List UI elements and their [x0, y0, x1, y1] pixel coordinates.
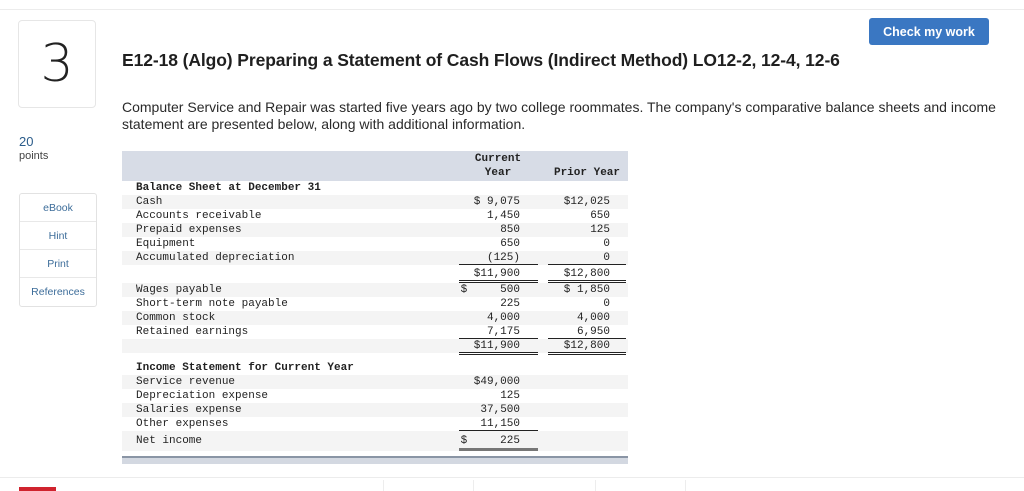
- hint-button[interactable]: Hint: [20, 222, 96, 250]
- table-row: Accumulated depreciation (125) 0: [122, 251, 628, 265]
- assets-total-row: $11,900 $12,800: [122, 265, 628, 283]
- top-divider: [0, 9, 1024, 10]
- side-tools-panel: [19, 193, 97, 307]
- print-button[interactable]: Print: [20, 250, 96, 278]
- table-row: Depreciation expense 125: [136, 390, 520, 402]
- ebook-button[interactable]: eBook: [20, 194, 96, 222]
- question-number: 3: [18, 20, 96, 108]
- table-row: Short-term note payable 225 0: [136, 298, 610, 310]
- table-row: Equipment 650 0: [136, 238, 610, 250]
- balance-sheet-heading-row: [122, 181, 628, 195]
- table-row: Other expenses 11,150: [122, 417, 628, 431]
- bottom-nav-indicator[interactable]: [19, 487, 56, 491]
- check-my-work-button[interactable]: Check my work: [869, 18, 989, 45]
- table-row: Service revenue $49,000: [122, 375, 628, 389]
- table-row: Accounts receivable 1,450 650: [136, 210, 610, 222]
- table-row: Salaries expense 37,500: [122, 403, 628, 417]
- table-footer-bar: [122, 456, 628, 464]
- income-statement-heading: Income Statement for Current Year: [136, 362, 354, 374]
- table-row: Common stock 4,000 4,000: [122, 311, 628, 325]
- points-label: points: [19, 150, 49, 162]
- liabilities-total-row: $11,900 $12,800: [122, 339, 628, 353]
- net-income-underline: [459, 448, 538, 451]
- table-header: [122, 151, 628, 181]
- points-value: 20: [19, 134, 34, 149]
- points-indicator: [19, 134, 48, 164]
- balance-sheet-heading: Balance Sheet at December 31: [136, 182, 321, 194]
- question-title: E12-18 (Algo) Preparing a Statement of Cash Flows (Indirect Method) LO12-2, 12-4, 12-6: [122, 50, 840, 70]
- col-header-current: Current Year: [474, 153, 522, 179]
- table-row: Wages payable $ 500 $ 1,850: [122, 283, 628, 297]
- bottom-divider: [0, 477, 1024, 478]
- references-button[interactable]: References: [31, 286, 85, 298]
- table-row: Retained earnings 7,175 6,950: [122, 325, 628, 339]
- table-row: Prepaid expenses 850 125: [122, 223, 628, 237]
- financial-statements-table: [122, 151, 628, 464]
- table-row: Cash $ 9,075 $12,025: [122, 195, 628, 209]
- net-income-row: Net income $ 225: [122, 431, 628, 451]
- question-intro: Computer Service and Repair was started five years ago by two college roommates. The company's comparative balance sheets and income statement are presented below, along with additional information.: [122, 99, 996, 132]
- spacer-row: [122, 353, 628, 361]
- income-heading-row: [122, 361, 628, 375]
- col-header-prior: Prior Year: [553, 167, 620, 179]
